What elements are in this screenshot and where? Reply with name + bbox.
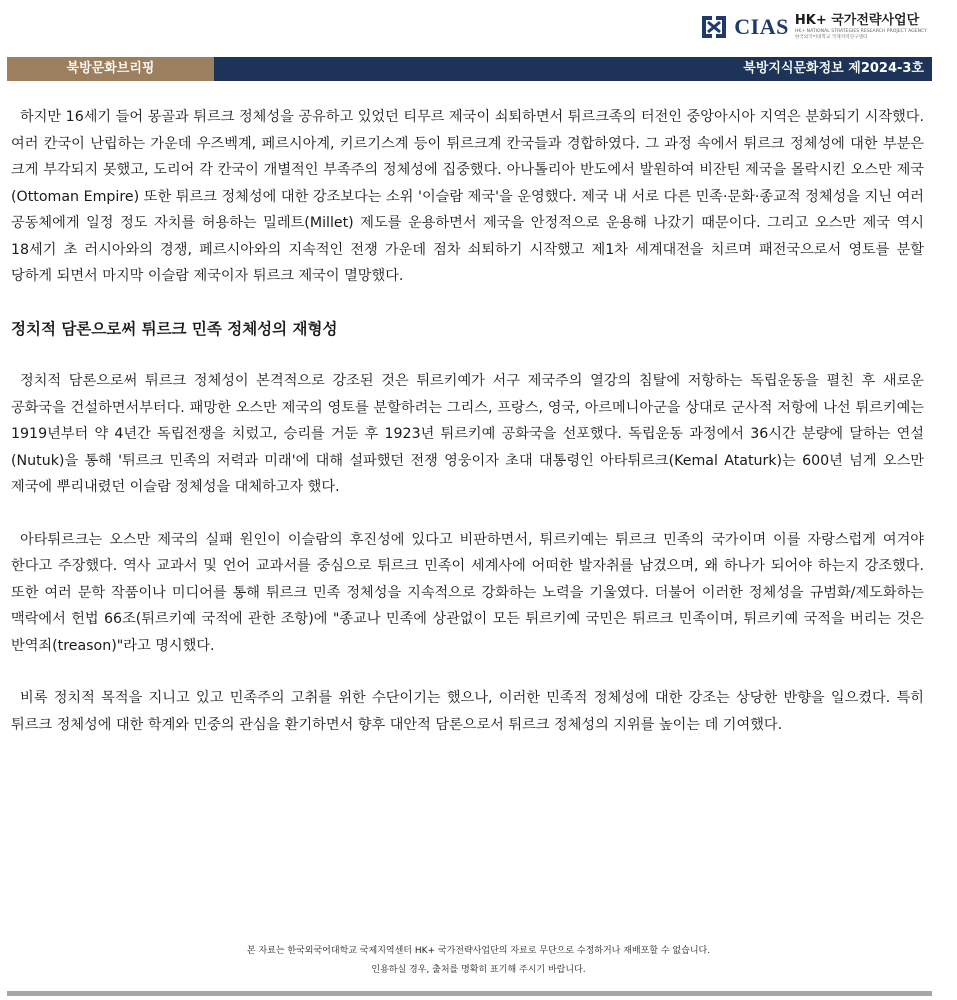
paragraph-3: 아타튀르크는 오스만 제국의 실패 원인이 이슬람의 후진성에 있다고 비판하면서, 튀르키예는 튀르크 민족의 국가이며 이를 자랑스럽게 여겨야 한다고 주장했다. 역사 교과서 및 언어 교과서를 중심으로 튀르크 민족이 세계사에 어떠한 발자취를 남겼으며, 왜 하나가 되어야 하는지 강조했다. 또한 여러 문학 작품이나 미디어를 통해 튀르크 민족 정체성을 지속적으로 강화하는 노력을 기울였다. 더불어 이러한 정체성을 규범화/제도화하는 맥락에서 헌법 66조(튀르키예 국적에 관한 조항)에 "종교나 민족에 상관없이 모든 튀르키예 국민은 튀르크 민족이며, 튀르키예 국적을 버리는 것은 반역죄(treason)"라고 명시했다. — [11, 531, 924, 654]
header-category: 북방문화브리핑 — [7, 57, 214, 81]
logo-subtitle-ko: 한국외국어대학교 국제지역연구센터 — [794, 35, 868, 40]
footer-line-1: 본 자료는 한국외국어대학교 국제지역센터 HK+ 국가전략사업단의 자료로 무단으로 수정하거나 재배포할 수 없습니다. — [246, 946, 711, 956]
paragraph-4: 비록 정치적 목적을 지니고 있고 민족주의 고취를 위한 수단이기는 했으나, 이러한 민족적 정체성에 대한 강조는 상당한 반향을 일으켰다. 특히 튀르크 정체성에 대한 학계와 민중의 관심을 환기하면서 향후 대안적 담론으로서 튀르크 정체성의 지위를 높이는 데 기여했다. — [11, 690, 924, 733]
header-bar — [7, 57, 932, 81]
footer-notice — [0, 942, 957, 980]
paragraph-2: 정치적 담론으로써 튀르크 정체성이 본격적으로 강조된 것은 튀르키예가 서구 제국주의 열강의 침탈에 저항하는 독립운동을 펼친 후 새로운 공화국을 건설하면서부터다. 패망한 오스만 제국의 영토를 분할하려는 그리스, 프랑스, 영국, 아르메니아군을 상대로 군사적 저항에 나선 튀르키예는 1919년부터 약 4년간 독립전쟁을 치렀고, 승리를 거둔 후 1923년 튀르키예 공화국을 선포했다. 독립운동 과정에서 36시간 분량에 달하는 연설(Nutuk)을 통해 '튀르크 민족의 저력과 미래'에 대해 설파했던 전쟁 영웅이자 초대 대통령인 아타튀르크(Kemal Ataturk)는 600년 넘게 오스만 제국에 뿌리내렸던 이슬람 정체성을 대체하고자 했다. — [11, 373, 924, 495]
article-body — [11, 104, 924, 738]
logo-title: HK+ 국가전략사업단 — [794, 13, 920, 28]
logo-acronym: CIAS — [734, 14, 789, 39]
paragraph-1: 하지만 16세기 들어 몽골과 튀르크 정체성을 공유하고 있었던 티무르 제국이 쇠퇴하면서 튀르크족의 터전인 중앙아시아 지역은 분화되기 시작했다. 여러 칸국이 난립하는 가운데 우즈벡계, 페르시아계, 키르기스계 등이 튀르크계 칸국들과 경합하였다. 그 과정 속에서 튀르크 정체성에 대한 부분은 크게 부각되지 못했고, 도리어 각 칸국이 개별적인 부족주의 정체성에 집중했다. 아나톨리아 반도에서 발원하여 비잔틴 제국을 몰락시킨 오스만 제국(Ottoman Empire) 또한 튀르크 정체성에 대한 강조보다는 소위 '이슬람 제국'을 운영했다. 제국 내 서로 다른 민족·문화·종교적 정체성을 지닌 여러 공동체에게 일정 정도 자치를 허용하는 밀레트(Millet) 제도를 운용하면서 제국을 안정적으로 운용해 나갔기 때문이다. 그리고 오스만 제국 역시 18세기 초 러시아와의 경쟁, 페르시아와의 지속적인 전쟁 가운데 점차 쇠퇴하기 시작했고 제1차 세계대전을 치르며 패전국으로서 영토를 분할 당하게 되면서 마지막 이슬람 제국이자 튀르크 제국이 멸망했다. — [11, 109, 924, 284]
bottom-divider — [7, 991, 932, 996]
cias-logo — [698, 12, 927, 42]
cias-emblem-icon — [698, 12, 730, 42]
logo-subtitle-en: HK+ NATIONAL STRATEGIES RESEARCH PROJECT AGENCY — [794, 29, 927, 34]
section-title: 정치적 담론으로써 튀르크 민족 정체성의 재형성 — [11, 319, 338, 338]
footer-line-2: 인용하실 경우, 출처를 명확히 표기해 주시기 바랍니다. — [371, 965, 586, 975]
header-issue: 북방지식문화정보 제2024-3호 — [214, 57, 932, 81]
